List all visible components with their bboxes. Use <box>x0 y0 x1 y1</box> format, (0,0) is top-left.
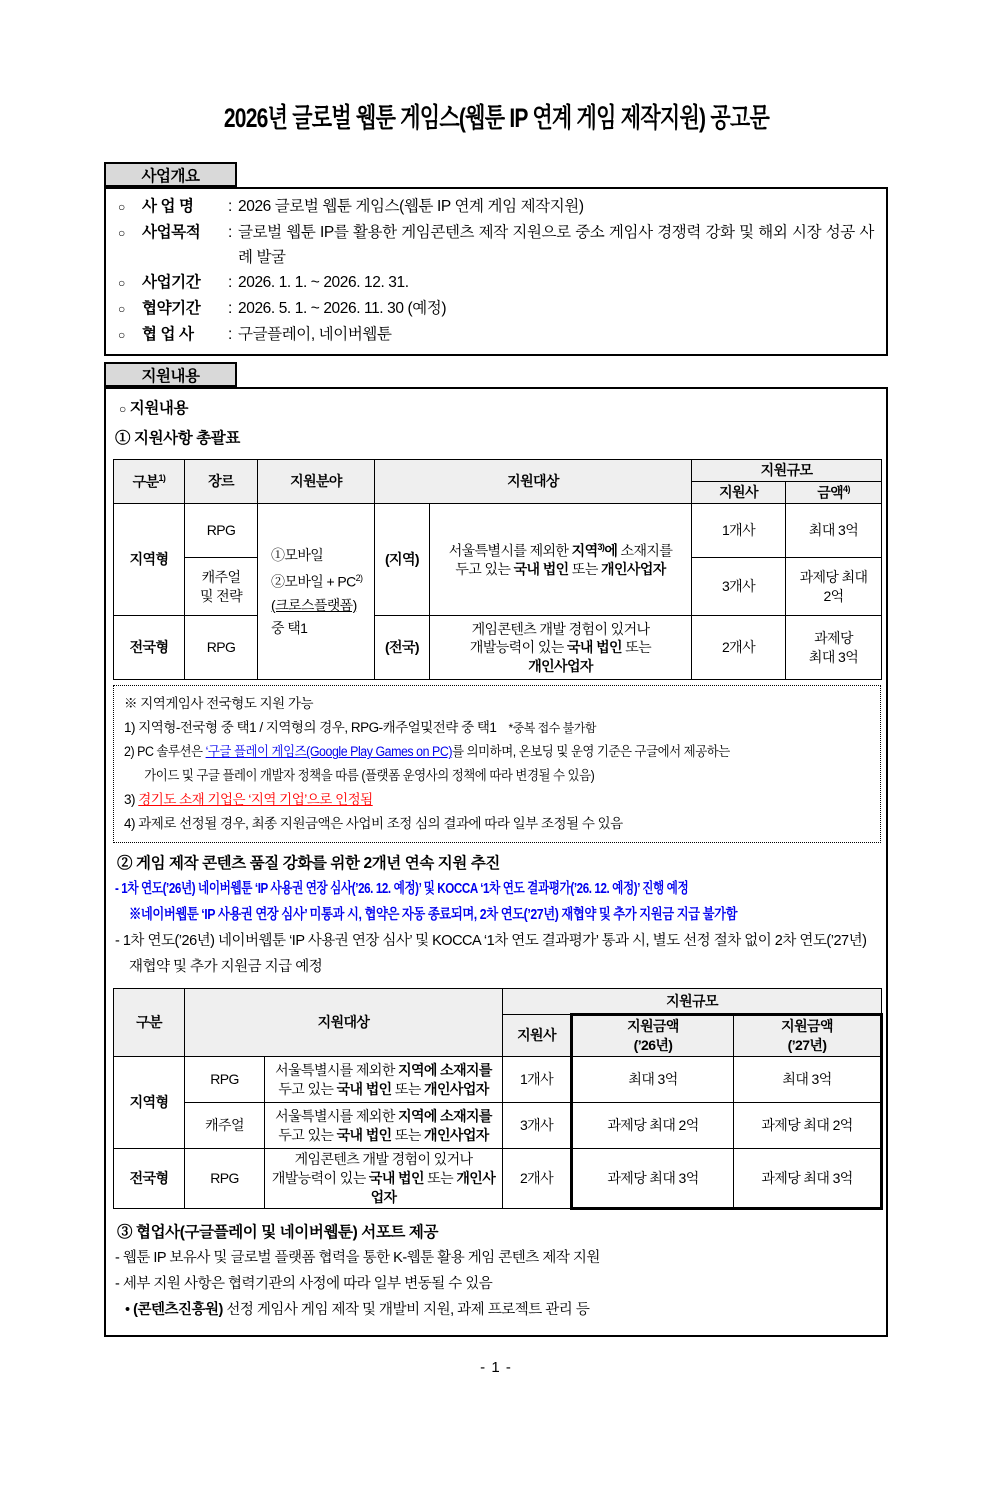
text-segment: 에 <box>604 542 618 559</box>
overview-item-label: 사업기간 <box>142 274 201 291</box>
text-segment: 3) <box>124 792 139 808</box>
text-segment: 개인사업자 <box>370 1170 496 1205</box>
text-segment: 를 의미하며, 온보딩 및 운영 기준은 구글에서 제공하는 <box>452 744 730 760</box>
document-header <box>0 96 992 140</box>
t1-cell-count-2: 3개사 <box>692 558 786 616</box>
circle-bullet-icon: ○ <box>118 276 125 290</box>
text-segment: 과제당 <box>814 630 853 647</box>
text-segment: - 1차 연도(’26년) 네이버웹툰 ‘IP 사용권 연장 심사(’26. 12. 예정)’ 및 KOCCA ‘1차 연도 결과평가(’26. 12. 예정)’ 진행 예정 <box>115 881 689 898</box>
t1-cell-amount-3 <box>786 616 882 680</box>
text-segment: 서울특별시를 제외한 <box>448 542 572 559</box>
t1-header-field: 지원분야 <box>258 460 375 504</box>
text-segment: 1) <box>158 472 166 483</box>
t2-cell-regional: 지역형 <box>114 1057 185 1149</box>
t1-cell-amount-1 <box>786 504 882 558</box>
section-tab-support-label: 지원내용 <box>141 367 200 385</box>
circle-bullet-icon: ○ <box>119 402 126 416</box>
text-segment: 1) 지역형-전국형 중 택1 / 지역형의 경우, RPG-캐주얼및전략 중 택1 <box>124 720 497 736</box>
partner-support-line-1 <box>115 1245 879 1271</box>
text-segment: 경기도 소재 기업은 ‘지역 기업’으로 인정됨 <box>138 792 373 808</box>
t1-cell-nation-label: (전국) <box>375 616 430 680</box>
t2-cell-r3-amt26: 과제당 최대 3억 <box>572 1149 734 1209</box>
t1-cell-target-nation <box>430 616 692 680</box>
partner-support-line-2 <box>115 1271 879 1297</box>
two-year-line-3 <box>115 928 879 980</box>
footnote-2-text <box>124 740 730 788</box>
t2-cell-national: 전국형 <box>114 1149 185 1209</box>
text-segment: 소재지를 <box>617 542 673 559</box>
section-tab-overview <box>104 162 237 187</box>
t2-header-scale: 지원규모 <box>503 989 882 1015</box>
t2-cell-r2-count: 3개사 <box>503 1103 572 1149</box>
page-number: - 1 - <box>480 1358 512 1376</box>
text-segment: 개발능력이 있는 <box>469 639 567 656</box>
circle-bullet-icon: ○ <box>118 302 125 316</box>
two-year-support-title: ② 게임 제작 콘텐츠 품질 강화를 위한 2개년 연속 지원 추진 <box>117 855 500 873</box>
t2-cell-r3-amt27: 과제당 최대 3억 <box>734 1149 882 1209</box>
t1-header-amount <box>786 481 882 504</box>
overview-item-value: 2026. 1. 1. ~ 2026. 12. 31. <box>238 274 409 291</box>
text-segment: ①모바일 <box>271 547 324 564</box>
text-segment: 또는 <box>423 1170 457 1187</box>
colon-separator: : <box>228 198 232 215</box>
text-segment: 지원금액 <box>781 1018 833 1035</box>
overview-item-value: 2026. 5. 1. ~ 2026. 11. 30 (예정) <box>238 300 447 317</box>
partner-support-line-3 <box>115 1297 879 1323</box>
circle-bullet-icon: ○ <box>118 328 125 342</box>
t2-cell-r1-amt26: 최대 3억 <box>572 1057 734 1103</box>
t2-cell-r3-count: 2개사 <box>503 1149 572 1209</box>
text-segment: *중복 접수 불가함 <box>508 721 596 736</box>
table-footnotes-box <box>113 685 881 843</box>
two-year-support-table <box>113 988 883 1209</box>
overview-box <box>104 187 888 356</box>
text-segment: 과제당 최대 <box>799 569 868 586</box>
google-play-games-link[interactable]: ‘구글 플레이 게임즈(Google Play Games on PC) <box>205 744 453 760</box>
support-box <box>104 387 888 1337</box>
t1-cell-count-3: 2개사 <box>692 616 786 680</box>
t1-cell-target-region <box>430 504 692 616</box>
text-segment: (’26년) <box>633 1037 673 1054</box>
text-segment: 개인사업자 <box>528 658 593 675</box>
text-segment: 두고 있는 <box>455 561 514 578</box>
overview-item-label: 사업목적 <box>142 224 201 241</box>
partner-support-section <box>115 1220 879 1323</box>
text-segment: 게임콘텐츠 개발 경험이 있거나 <box>294 1151 473 1168</box>
text-segment: 구분 <box>132 473 159 490</box>
text-segment: 개발능력이 있는 <box>271 1170 369 1187</box>
t2-cell-r3-genre: RPG <box>185 1149 265 1209</box>
text-segment: 개인사업자 <box>424 1126 489 1143</box>
colon-separator: : <box>228 274 232 291</box>
overview-item-name <box>118 194 874 220</box>
t1-cell-regional: 지역형 <box>114 504 185 616</box>
text-segment: ②모바일 + PC <box>271 573 356 590</box>
text-segment: 금액 <box>817 484 844 501</box>
circle-bullet-icon: ○ <box>118 200 125 214</box>
overview-item-value: 구글플레이, 네이버웹툰 <box>238 326 392 343</box>
footnote-3 <box>124 788 870 812</box>
t2-header-target: 지원대상 <box>185 989 503 1057</box>
text-segment: 최대 3억 <box>808 648 859 665</box>
text-segment: 4) 과제로 선정될 경우, 최종 지원금액은 사업비 조정 심의 결과에 따라 일부 조정될 수 있음 <box>124 816 623 832</box>
t1-header-gubun <box>114 460 185 504</box>
text-segment: 국내 법인 <box>336 1126 392 1143</box>
text-segment: 3) <box>597 541 605 552</box>
t2-cell-r1-target <box>265 1057 503 1103</box>
text-segment: 개인사업자 <box>424 1080 489 1097</box>
text-segment: - 웹툰 IP 보유사 및 글로벌 플랫폼 협력을 통한 K-웹툰 활용 게임 콘텐츠 제작 지원 <box>115 1249 600 1266</box>
t1-cell-count-1: 1개사 <box>692 504 786 558</box>
two-year-line-2 <box>115 902 879 928</box>
text-segment: 캐주얼 <box>201 569 241 586</box>
text-segment: 국내 법인 <box>513 561 569 578</box>
text-segment: 두고 있는 <box>278 1080 337 1097</box>
t2-cell-r2-amt27: 과제당 최대 2억 <box>734 1103 882 1149</box>
two-year-line-1 <box>115 876 879 902</box>
text-segment: 및 전략 <box>199 587 243 604</box>
t1-cell-amount-2 <box>786 558 882 616</box>
support-summary-table <box>113 459 882 680</box>
document-body <box>104 162 888 1337</box>
section-tab-support <box>104 362 237 387</box>
overview-item-value: 글로벌 웹툰 IP를 활용한 게임콘텐츠 제작 지원으로 중소 게임사 경쟁력 강화 및 해외 시장 성공 사례 발굴 <box>238 224 874 266</box>
text-segment: 선정 게임사 게임 제작 및 개발비 지원, 과제 프로젝트 관리 등 <box>222 1301 590 1318</box>
text-segment: 또는 <box>621 639 652 656</box>
overview-item-label: 사 업 명 <box>142 198 194 215</box>
overview-item-period <box>118 270 874 296</box>
footnote-region-eligible <box>124 692 870 716</box>
t1-cell-field <box>258 504 375 680</box>
overview-item-purpose <box>118 220 874 270</box>
text-segment: 개인사업자 <box>601 561 666 578</box>
two-year-line-1-text <box>115 876 688 902</box>
text-segment: ※네이버웹툰 ‘IP 사용권 연장 심사’ 미통과 시, 협약은 자동 종료되며, 2차 연도(’27년) 재협약 및 추가 지원금 지급 불가함 <box>129 907 738 924</box>
text-segment: 또는 <box>391 1126 425 1143</box>
text-segment: (’27년) <box>787 1037 827 1054</box>
text-segment: 국내 법인 <box>336 1080 392 1097</box>
text-segment: • <box>125 1301 134 1318</box>
t2-header-amt27 <box>734 1015 882 1057</box>
text-segment: 서울특별시를 제외한 <box>275 1107 399 1124</box>
text-segment: 서울특별시를 제외한 <box>275 1061 399 1078</box>
colon-separator: : <box>228 224 232 241</box>
t2-cell-r2-amt26: 과제당 최대 2억 <box>572 1103 734 1149</box>
summary-table-title: ① 지원사항 총괄표 <box>115 430 240 447</box>
footnote-2 <box>124 740 870 788</box>
circle-bullet-icon: ○ <box>118 226 125 240</box>
partner-support-title: ③ 협업사(구글플레이 및 네이버웹툰) 서포트 제공 <box>117 1223 439 1241</box>
support-heading-text: 지원내용 <box>129 400 189 417</box>
t1-cell-genre-casual <box>185 558 258 616</box>
footnote-1 <box>124 716 870 740</box>
t2-cell-r1-amt27: 최대 3억 <box>734 1057 882 1103</box>
text-segment: 두고 있는 <box>278 1126 337 1143</box>
text-segment: 게임콘텐츠 개발 경험이 있거나 <box>471 620 650 637</box>
colon-separator: : <box>228 300 232 317</box>
text-segment: - 1차 연도(’26년) 네이버웹툰 ‘IP 사용권 연장 심사’ 및 KOCCA ‘1차 연도 결과평가’ 통과 시, 별도 선정 절차 없이 2차 연도(’27년) 재협약 및 추가 지원금 지급 예정 <box>115 933 867 976</box>
text-segment: (콘텐츠진흥원) <box>133 1301 223 1318</box>
text-segment: - 세부 지원 사항은 협력기관의 사정에 따라 일부 변동될 수 있음 <box>115 1275 493 1292</box>
text-segment: 2억 <box>823 587 844 604</box>
t2-cell-r1-count: 1개사 <box>503 1057 572 1103</box>
t2-cell-r3-target <box>265 1149 503 1209</box>
t1-cell-region-label: (지역) <box>375 504 430 616</box>
text-segment: 지역 <box>571 542 598 559</box>
colon-separator: : <box>228 326 232 343</box>
text-segment: 지역에 소재지를 <box>398 1107 492 1124</box>
t1-cell-national: 전국형 <box>114 616 185 680</box>
t2-header-gubun: 구분 <box>114 989 185 1057</box>
footnote-4 <box>124 812 870 836</box>
overview-item-value: 2026 글로벌 웹툰 게임스(웹툰 IP 연계 게임 제작지원) <box>238 198 584 215</box>
t2-cell-r2-target <box>265 1103 503 1149</box>
t2-header-amt26 <box>572 1015 734 1057</box>
t1-header-count: 지원사 <box>692 481 786 504</box>
text-segment: 2) <box>355 573 363 584</box>
t1-cell-genre-rpg2: RPG <box>185 616 258 680</box>
text-segment: (크로스플랫폼) <box>271 596 357 613</box>
t1-header-scale: 지원규모 <box>692 460 882 482</box>
t1-header-genre: 장르 <box>185 460 258 504</box>
overview-item-partners <box>118 322 874 348</box>
two-year-support-section <box>115 851 879 980</box>
overview-item-label: 협 업 사 <box>142 326 194 343</box>
t1-cell-genre-rpg: RPG <box>185 504 258 558</box>
text-segment: 또는 <box>391 1080 425 1097</box>
t2-cell-r2-genre: 캐주얼 <box>185 1103 265 1149</box>
t1-header-target: 지원대상 <box>375 460 692 504</box>
support-heading <box>119 397 879 421</box>
page-title: 2026년 글로벌 웹툰 게임스(웹툰 IP 연계 게임 제작지원) 공고문 <box>223 103 769 133</box>
text-segment: 지역에 소재지를 <box>398 1061 492 1078</box>
text-segment: 중 택1 <box>271 619 308 636</box>
t2-cell-r1-genre: RPG <box>185 1057 265 1103</box>
text-segment: 4) <box>843 483 850 494</box>
text-segment: 가이드 및 구글 플레이 개발자 정책을 따름 (플랫폼 운영사의 정책에 따라 변경될 수 있음) <box>144 768 595 784</box>
t2-header-count: 지원사 <box>503 1015 572 1057</box>
text-segment: 국내 법인 <box>368 1170 424 1187</box>
section-tab-overview-label: 사업개요 <box>141 167 200 185</box>
text-segment: 최대 3억 <box>808 522 859 539</box>
overview-item-agreement <box>118 296 874 322</box>
overview-item-label: 협약기간 <box>142 300 201 317</box>
two-year-line-2-text <box>129 902 737 928</box>
text-segment: 또는 <box>568 561 602 578</box>
text-segment: 국내 법인 <box>566 639 622 656</box>
text-segment: 지원금액 <box>627 1018 679 1035</box>
text-segment: 2) PC 솔루션은 <box>124 744 206 760</box>
text-segment: ※ 지역게임사 전국형도 지원 가능 <box>124 696 314 712</box>
